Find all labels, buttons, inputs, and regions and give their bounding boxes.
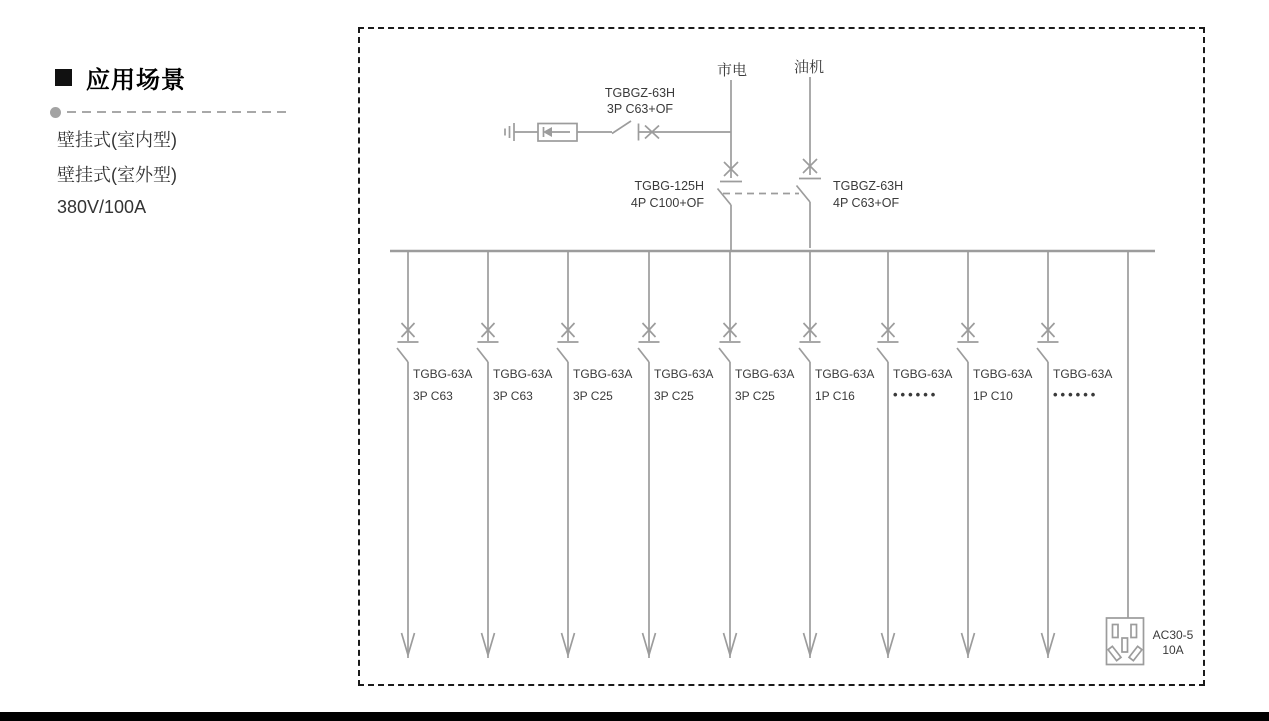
application-item: 壁挂式(室内型) bbox=[57, 130, 177, 150]
feeder-branch-3 bbox=[557, 251, 632, 658]
spd-branch bbox=[505, 86, 731, 141]
surge-arrester-icon bbox=[538, 124, 577, 142]
branch-spec-label: 3P C63 bbox=[413, 389, 453, 403]
branch-spec-label: 3P C63 bbox=[493, 389, 533, 403]
socket-rating-label: 10A bbox=[1162, 643, 1184, 657]
generator-source bbox=[794, 59, 903, 248]
spd-breaker-model-label: TGBGZ-63H bbox=[604, 86, 676, 100]
generator-breaker-spec-label: 4P C63+OF bbox=[833, 196, 900, 210]
feeder-branch-2 bbox=[477, 251, 552, 658]
feeder-branch-6 bbox=[799, 251, 874, 658]
branch-model-label: TGBG-63A bbox=[654, 367, 714, 381]
spd-breaker-spec-label: 3P C63+OF bbox=[606, 102, 674, 116]
socket-branch bbox=[1107, 251, 1194, 665]
application-item: 壁挂式(室外型) bbox=[57, 165, 177, 185]
generator-label: 油机 bbox=[793, 59, 825, 76]
branch-model-label: TGBG-63A bbox=[815, 367, 875, 381]
branch-model-label: TGBG-63A bbox=[573, 367, 633, 381]
page-title: 应用场景 bbox=[86, 67, 186, 94]
feeder-branch-7 bbox=[877, 251, 952, 658]
branch-spec-label: •••••• bbox=[893, 387, 939, 402]
mains-breaker-icon bbox=[718, 80, 743, 251]
ground-icon bbox=[505, 123, 514, 141]
branch-model-label: TGBG-63A bbox=[493, 367, 553, 381]
feeder-branch-1 bbox=[397, 251, 472, 658]
feeder-branch-9 bbox=[1037, 251, 1112, 658]
branch-spec-label: 3P C25 bbox=[573, 389, 613, 403]
socket-icon bbox=[1107, 618, 1144, 665]
spd-breaker-icon bbox=[612, 121, 731, 141]
footer-bar bbox=[0, 712, 1269, 721]
feeder-branch-4 bbox=[638, 251, 713, 658]
mains-label: 市电 bbox=[716, 62, 748, 79]
feeder-branch-5 bbox=[719, 251, 794, 658]
socket-model-label: AC30-5 bbox=[1152, 628, 1194, 642]
branch-spec-label: 3P C25 bbox=[735, 389, 775, 403]
branch-model-label: TGBG-63A bbox=[893, 367, 953, 381]
mains-breaker-spec-label: 4P C100+OF bbox=[630, 196, 704, 210]
application-item: 380V/100A bbox=[57, 197, 147, 217]
mains-breaker-model-label: TGBG-125H bbox=[634, 179, 704, 193]
branch-spec-label: 3P C25 bbox=[654, 389, 694, 403]
branch-model-label: TGBG-63A bbox=[735, 367, 795, 381]
branch-spec-label: 1P C10 bbox=[973, 389, 1013, 403]
generator-breaker-icon bbox=[797, 77, 822, 248]
branch-spec-label: •••••• bbox=[1053, 387, 1099, 402]
branch-model-label: TGBG-63A bbox=[1053, 367, 1113, 381]
feeder-branch-8 bbox=[957, 251, 1032, 658]
branch-spec-label: 1P C16 bbox=[815, 389, 855, 403]
branch-model-label: TGBG-63A bbox=[973, 367, 1033, 381]
generator-breaker-model-label: TGBGZ-63H bbox=[833, 179, 904, 193]
branch-model-label: TGBG-63A bbox=[413, 367, 473, 381]
